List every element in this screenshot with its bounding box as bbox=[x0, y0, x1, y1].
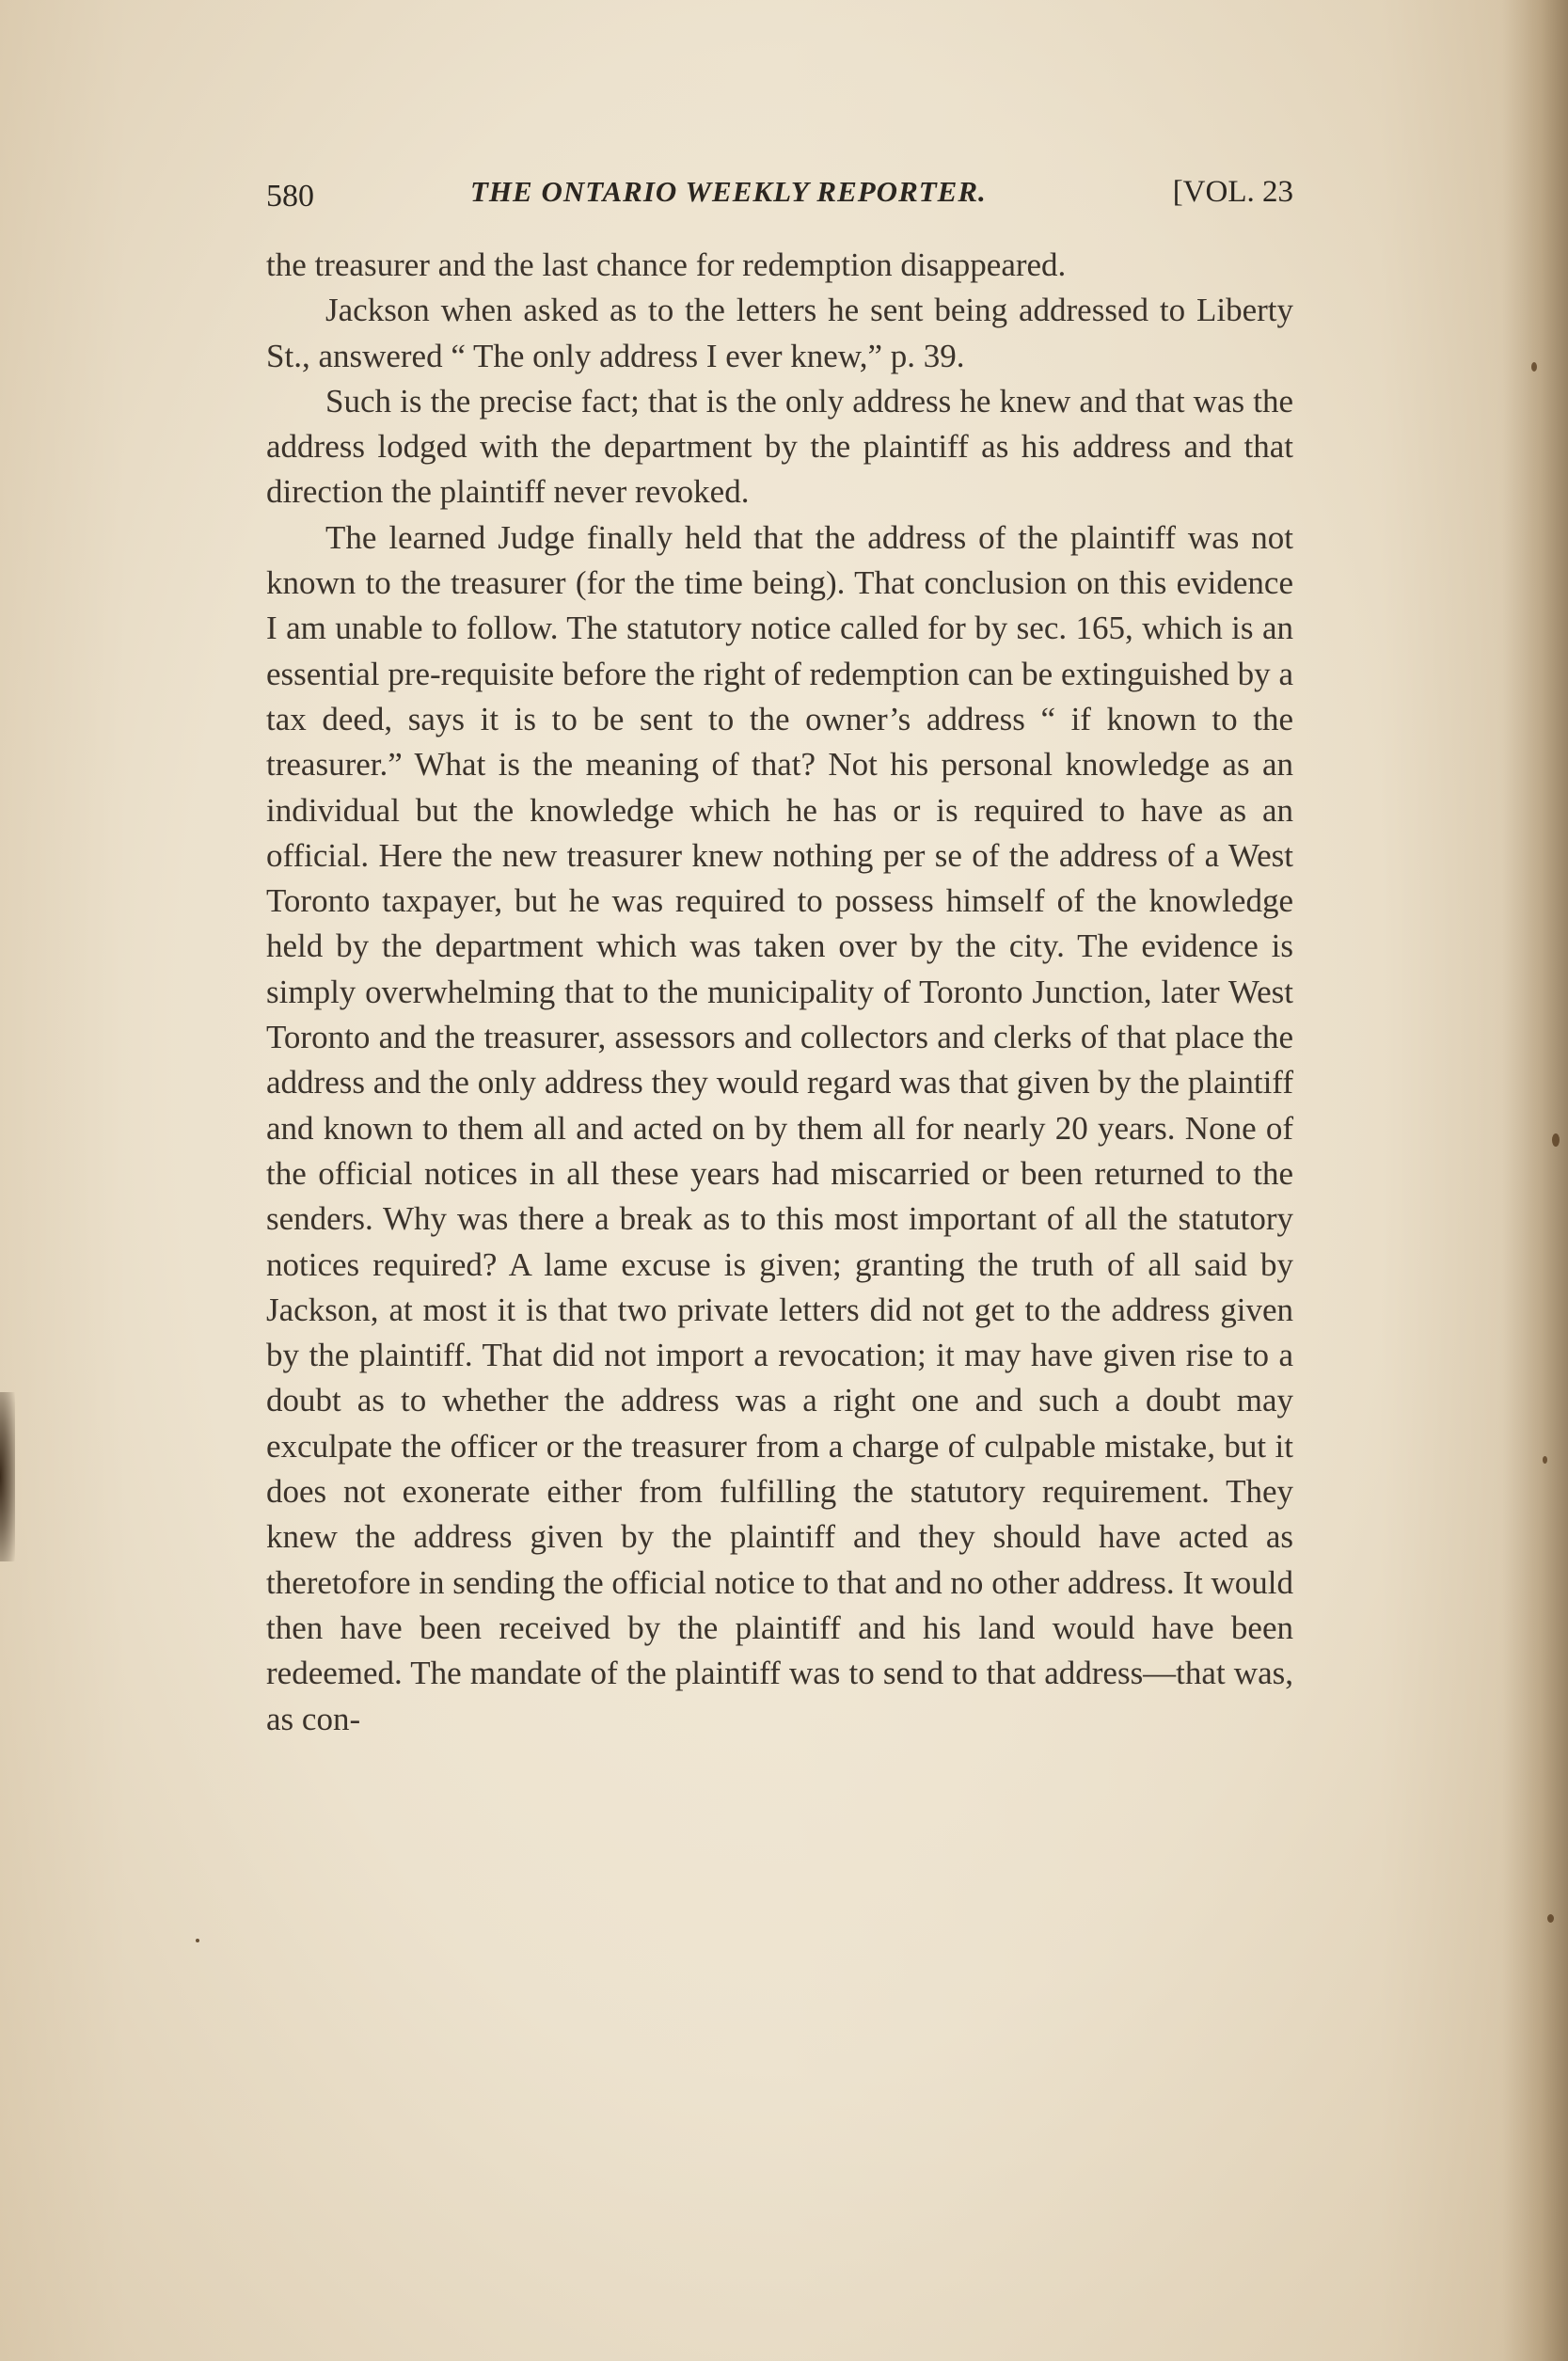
volume-label: [VOL. 23 bbox=[1172, 175, 1293, 209]
paragraph: Jackson when asked as to the letters he sent being addressed to Liberty St., answered “ The only address I ever knew,” p. 39. bbox=[266, 292, 1293, 374]
paper-speck bbox=[1547, 1914, 1554, 1923]
paper-speck bbox=[1552, 1133, 1560, 1147]
page-number: 580 bbox=[266, 179, 314, 214]
paragraph: The learned Judge finally held that the address of the plaintiff was not known to the treasurer (for the time being). That conclusion on this evidence I am unable to follow. The statutory notice called for by sec. 165, which is an essential pre-requisite before the right of redemption can be extinguished by a tax deed, says it is to be sent to the owner’s address “ if known to the treasurer.” What is the meaning of that? Not his personal knowledge as an individual but the knowledge which he has or is required to have as an official. Here the new treasurer knew nothing per se of the address of a West Toronto taxpayer, but he was required to possess himself of the knowledge held by the department which was taken over by the city. The evidence is simply overwhelming that to the municipality of Toronto Junction, later West Toronto and the treasurer, assessors and collectors and clerks of that place the address and the only address they would regard was that given by the plaintiff and known to them all and acted on by them all for nearly 20 years. None of the official notices in all these years had miscarried or been returned to the senders. Why was there a break as to this most important of all the statutory notices required? A lame excuse is given; granting the truth of all said by Jackson, at most it is that two private letters did not get to the address given by the plaintiff. That did not import a revocation; it may have given rise to a doubt as to whether the address was a right one and such a doubt may exculpate the officer or the treasurer from a charge of culpable mistake, but it does not exonerate either from fulfilling the statutory requirement. They knew the address given by the plaintiff and they should have acted as theretofore in sending the official notice to that and no other address. It would then have been received by the plaintiff and his land would have been redeemed. The mandate of the plaintiff was to send to that address—that was, as con- bbox=[266, 518, 1293, 1737]
paper-speck bbox=[1531, 362, 1537, 372]
paper-speck bbox=[196, 1939, 199, 1942]
page-header bbox=[266, 167, 1293, 214]
paragraph-continuation: the treasurer and the last chance for redemption disappeared. bbox=[266, 246, 1067, 283]
binding-shadow bbox=[0, 1392, 15, 1561]
body-text bbox=[266, 243, 1293, 1742]
paper-speck bbox=[1543, 1456, 1547, 1464]
running-title: THE ONTARIO WEEKLY REPORTER. bbox=[470, 175, 987, 208]
paragraph: Such is the precise fact; that is the only address he knew and that was the address lodged with the department by the plaintiff as his address and that direction the plaintiff never revoked. bbox=[266, 382, 1293, 511]
